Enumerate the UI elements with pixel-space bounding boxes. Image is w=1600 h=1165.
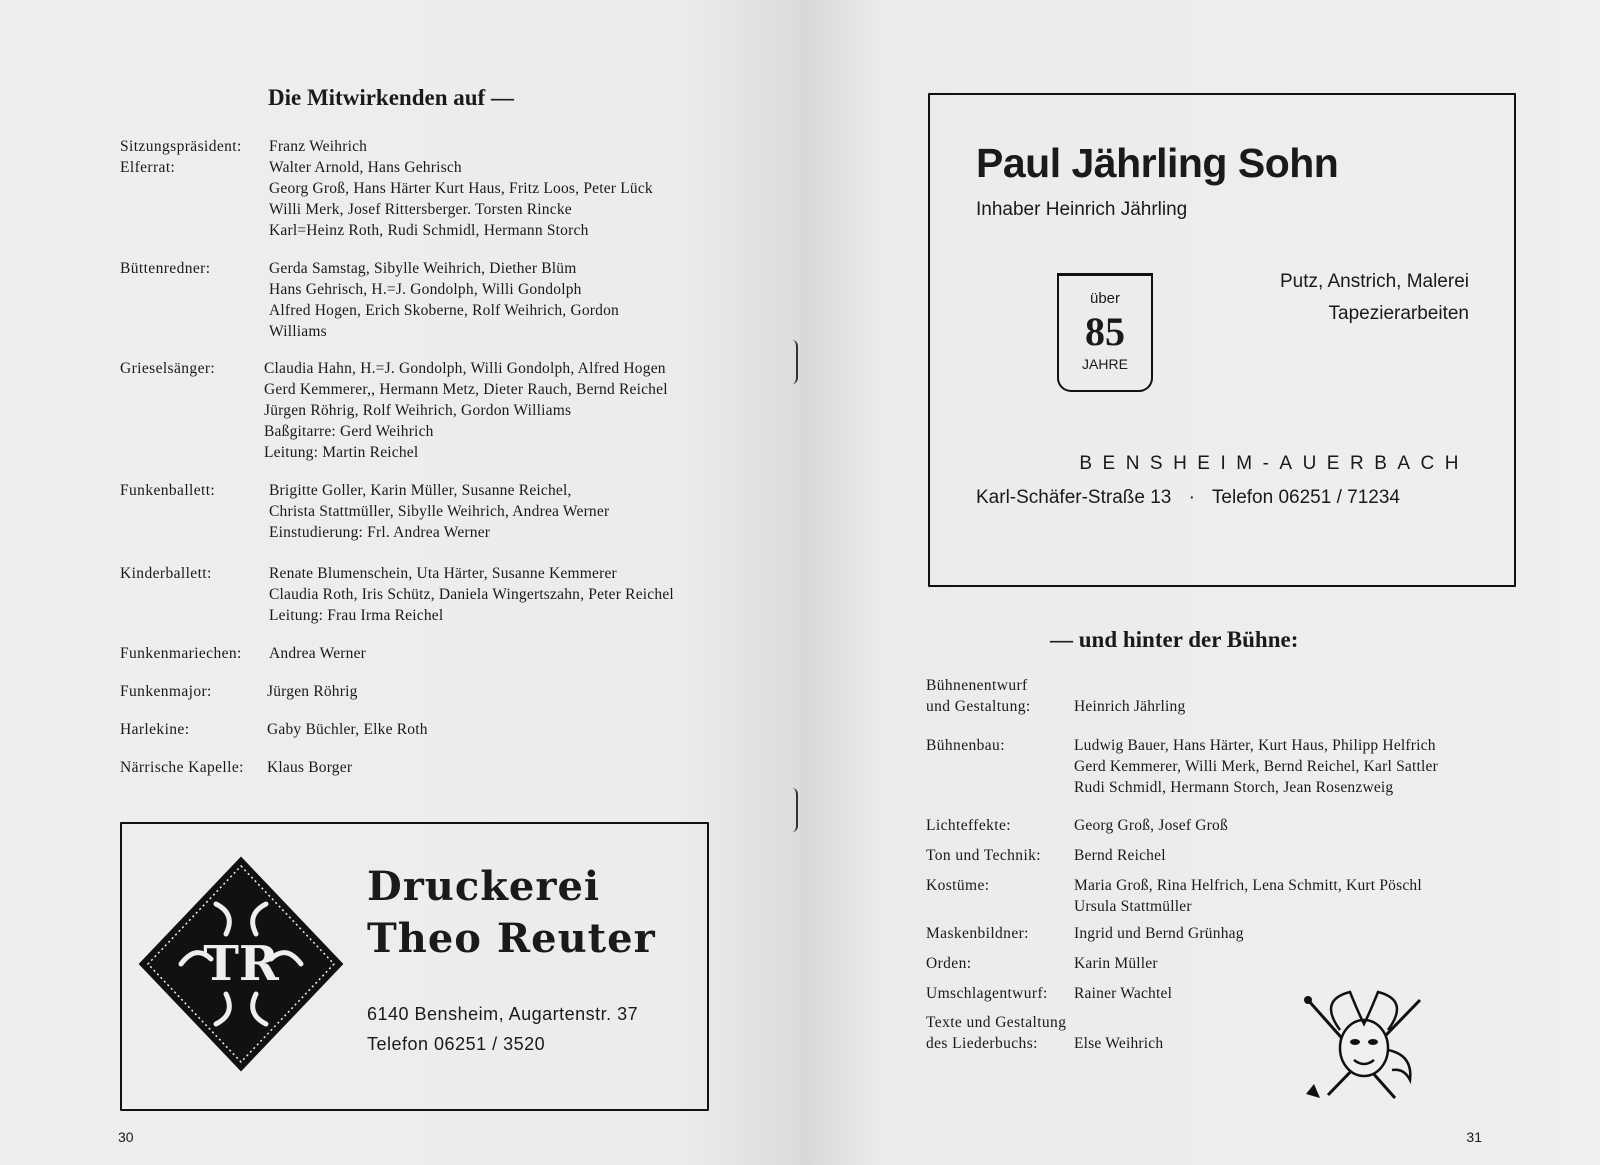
names-block — [1074, 815, 1228, 836]
druckerei-ad — [120, 822, 709, 1111]
name-line: Brigitte Goller, Karin Müller, Susanne Reichel, — [269, 482, 572, 499]
role-label: Funkenballett: — [120, 482, 216, 499]
role-label: Funkenmariechen: — [120, 645, 242, 662]
name-line: Claudia Roth, Iris Schütz, Daniela Wingertszahn, Peter Reichel — [269, 586, 674, 603]
names-block — [269, 563, 674, 626]
role-label — [926, 1012, 1066, 1054]
names-block — [269, 136, 367, 157]
city-line: BENSHEIM-AUERBACH — [1079, 453, 1469, 474]
name-line: Renate Blumenschein, Uta Härter, Susanne Kemmerer — [269, 565, 617, 582]
role-label: Sitzungspräsident: — [120, 138, 242, 155]
names-block — [1074, 845, 1166, 866]
names-block — [1074, 983, 1172, 1004]
name-line: Willi Merk, Josef Rittersberger. Torsten Rincke — [269, 201, 572, 218]
right-page — [800, 0, 1600, 1165]
name-line: Gerd Kemmerer, Willi Merk, Bernd Reichel, Karl Sattler — [1074, 758, 1438, 775]
address-line — [976, 487, 1400, 509]
role-line: und Gestaltung: — [926, 698, 1031, 715]
staple-top — [790, 340, 798, 384]
role-label: Harlekine: — [120, 721, 190, 738]
name-line: Claudia Hahn, H.=J. Gondolph, Willi Gondolph, Alfred Hogen — [264, 360, 666, 377]
name-line: Rainer Wachtel — [1074, 985, 1173, 1002]
name-line: Franz Weihrich — [269, 138, 368, 155]
name-line: Karl=Heinz Roth, Rudi Schmidl, Hermann Storch — [269, 222, 589, 239]
separator-dot: · — [1188, 487, 1195, 508]
role-label: Büttenredner: — [120, 260, 211, 277]
names-block — [1074, 1033, 1163, 1054]
name-line: Williams — [269, 323, 327, 340]
name-line: Jürgen Röhrig — [267, 683, 358, 700]
role-line: Umschlagentwurf: — [926, 985, 1048, 1002]
name-line: Ursula Stattmüller — [1074, 898, 1192, 915]
name-line: Maria Groß, Rina Helfrich, Lena Schmitt, Kurt Pöschl — [1074, 877, 1422, 894]
names-block — [1074, 875, 1422, 917]
name-line: Walter Arnold, Hans Gehrisch — [269, 159, 462, 176]
name-line: Gerd Kemmerer,, Hermann Metz, Dieter Rauch, Bernd Reichel — [264, 381, 668, 398]
monogram-text: TR — [203, 936, 279, 992]
badge-top-text: über — [1089, 290, 1121, 307]
name-line: Gaby Büchler, Elke Roth — [267, 721, 428, 738]
page-number: 30 — [118, 1129, 134, 1145]
name-line: Christa Stattmüller, Sibylle Weihrich, Andrea Werner — [269, 503, 610, 520]
role-line: des Liederbuchs: — [926, 1035, 1038, 1052]
names-block — [269, 480, 609, 543]
role-line: Texte und Gestaltung — [926, 1014, 1067, 1031]
name-line: Leitung: Martin Reichel — [264, 444, 419, 461]
names-block — [264, 358, 668, 463]
jaehrling-ad — [928, 93, 1516, 587]
druckerei-name-line2: Theo Reuter — [367, 915, 656, 962]
names-block — [267, 757, 352, 778]
role-label: Närrische Kapelle: — [120, 759, 244, 776]
name-line: Georg Groß, Josef Groß — [1074, 817, 1228, 834]
druckerei-name-line1: Druckerei — [367, 863, 601, 910]
role-label — [926, 845, 1041, 866]
name-line: Bernd Reichel — [1074, 847, 1166, 864]
name-line: Else Weihrich — [1074, 1035, 1164, 1052]
names-block — [1074, 923, 1244, 944]
names-block — [1074, 696, 1185, 717]
name-line: Karin Müller — [1074, 955, 1158, 972]
names-block — [1074, 735, 1438, 798]
jester-mask-icon — [1300, 990, 1430, 1105]
tr-monogram-logo — [136, 854, 346, 1074]
name-line: Ludwig Bauer, Hans Härter, Kurt Haus, Philipp Helfrich — [1074, 737, 1436, 754]
page-heading: Die Mitwirkenden auf — — [268, 85, 514, 110]
role-label — [926, 953, 971, 974]
name-line: Baßgitarre: Gerd Weihrich — [264, 423, 434, 440]
names-block — [267, 681, 358, 702]
names-block — [269, 643, 366, 664]
role-line: Ton und Technik: — [926, 847, 1042, 864]
street-address: Karl-Schäfer-Straße 13 — [976, 487, 1172, 508]
name-line: Einstudierung: Frl. Andrea Werner — [269, 524, 491, 541]
name-line: Ingrid und Bernd Grünhag — [1074, 925, 1244, 942]
role-label: Grieselsänger: — [120, 360, 216, 377]
company-name: Paul Jährling Sohn — [976, 140, 1339, 186]
role-label: Elferrat: — [120, 159, 176, 176]
role-label — [926, 923, 1029, 944]
druckerei-address: 6140 Bensheim, Augartenstr. 37 — [367, 1004, 639, 1024]
staple-bottom — [790, 788, 798, 832]
name-line: Rudi Schmidl, Hermann Storch, Jean Rosenzweig — [1074, 779, 1394, 796]
role-label — [926, 983, 1048, 1004]
owner-line: Inhaber Heinrich Jährling — [976, 199, 1188, 220]
role-label — [926, 875, 989, 896]
names-block — [269, 258, 619, 342]
name-line: Leitung: Frau Irma Reichel — [269, 607, 444, 624]
service-line1: Putz, Anstrich, Malerei — [1279, 271, 1469, 292]
name-line: Alfred Hogen, Erich Skoberne, Rolf Weihrich, Gordon — [269, 302, 620, 319]
role-line: Lichteffekte: — [926, 817, 1011, 834]
role-line: Orden: — [926, 955, 972, 972]
role-label — [926, 815, 1011, 836]
badge-number: 85 — [1085, 309, 1125, 354]
role-line: Maskenbildner: — [926, 925, 1029, 942]
name-line: Andrea Werner — [269, 645, 367, 662]
page-heading-backstage: — und hinter der Bühne: — [1050, 627, 1299, 652]
anniversary-badge — [1057, 273, 1153, 392]
names-block — [267, 719, 428, 740]
role-label: Kinderballett: — [120, 565, 212, 582]
name-line: Heinrich Jährling — [1074, 698, 1186, 715]
role-label — [926, 675, 1031, 717]
name-line: Jürgen Röhrig, Rolf Weihrich, Gordon Williams — [264, 402, 572, 419]
service-line2: Tapezierarbeiten — [1328, 303, 1469, 324]
name-line: Klaus Borger — [267, 759, 353, 776]
names-block — [1074, 953, 1158, 974]
role-label — [926, 735, 1005, 756]
role-label: Funkenmajor: — [120, 683, 212, 700]
badge-bottom-text: JAHRE — [1082, 356, 1128, 372]
phone-number: Telefon 06251 / 71234 — [1211, 487, 1400, 508]
names-block — [269, 157, 653, 241]
page-number: 31 — [1466, 1129, 1482, 1145]
role-line: Bühnenentwurf — [926, 677, 1028, 694]
druckerei-phone: Telefon 06251 / 3520 — [367, 1034, 546, 1054]
role-line: Kostüme: — [926, 877, 990, 894]
name-line: Hans Gehrisch, H.=J. Gondolph, Willi Gondolph — [269, 281, 582, 298]
role-line: Bühnenbau: — [926, 737, 1005, 754]
name-line: Georg Groß, Hans Härter Kurt Haus, Fritz Loos, Peter Lück — [269, 180, 653, 197]
name-line: Gerda Samstag, Sibylle Weihrich, Diether Blüm — [269, 260, 577, 277]
